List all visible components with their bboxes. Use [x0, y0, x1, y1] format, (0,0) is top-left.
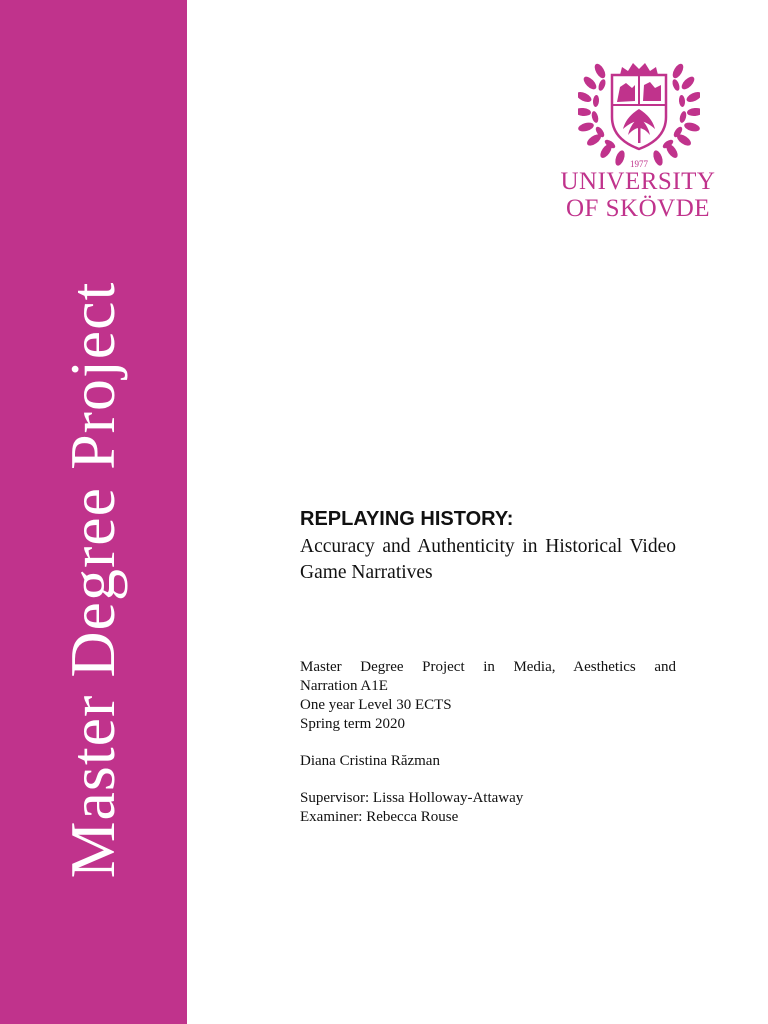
university-name-line2: OF SKÖVDE [565, 195, 711, 222]
level-line: One year Level 30 ECTS [300, 697, 452, 713]
sidebar-band [0, 0, 187, 1024]
examiner-line: Examiner: Rebecca Rouse [300, 809, 459, 825]
thesis-details [300, 658, 676, 827]
university-name [548, 168, 728, 222]
university-name-line1: UNIVERSITY [560, 168, 716, 195]
thesis-subtitle: Accuracy and Authenticity in Historical Video Game Narratives [300, 536, 676, 583]
founding-year: 1977 [630, 159, 648, 169]
term-line: Spring term 2020 [300, 716, 405, 732]
university-seal-icon [578, 55, 700, 170]
program-line2: Narration A1E [300, 678, 388, 694]
program-line1: Master Degree Project in Media, Aesthetics and [300, 659, 676, 675]
supervisor-line: Supervisor: Lissa Holloway-Attaway [300, 790, 524, 806]
thesis-title: REPLAYING HISTORY: [300, 508, 514, 530]
author-name: Diana Cristina Răzman [300, 753, 440, 769]
sidebar-title: Master Degree Project [57, 281, 128, 879]
